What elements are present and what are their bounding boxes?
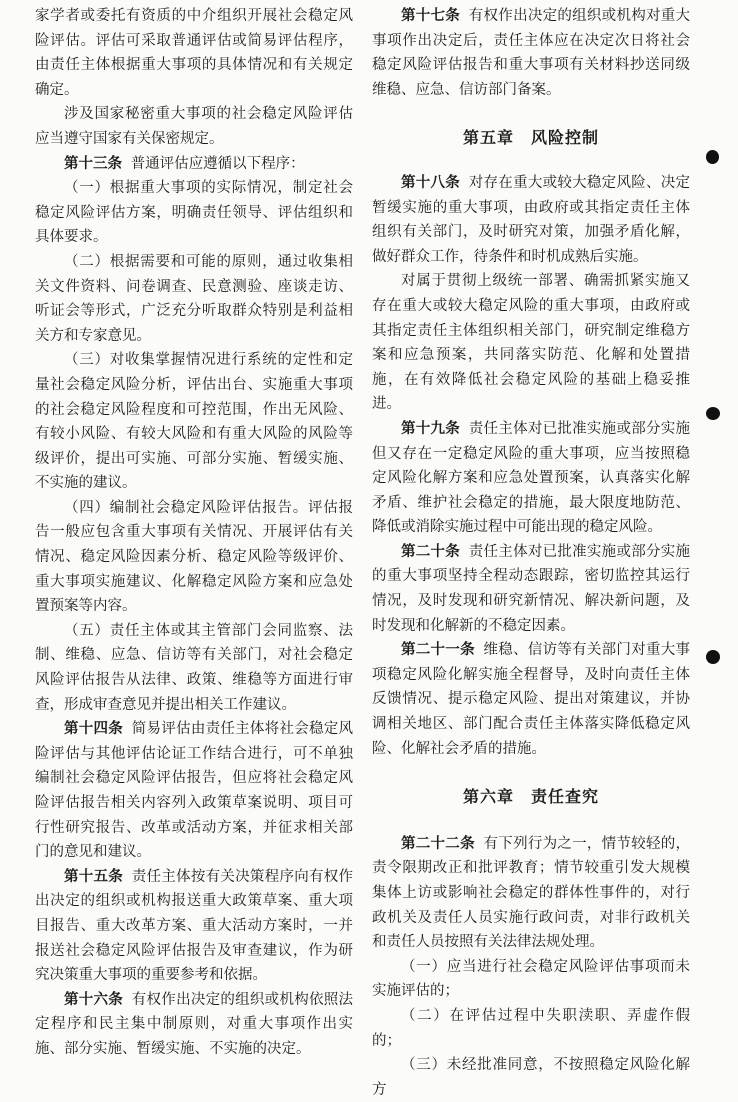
article-number: 第十七条: [401, 7, 461, 24]
article-number: 第十六条: [64, 990, 124, 1008]
paragraph-text: 简易评估由责任主体将社会稳定风险评估与其他评估论证工作结合进行，可不单独编制社会稳定风险评估报告，但应将社会稳定风险评估报告相关内容列入政策草案说明、项目可行性研究报告、改革或活动方案，并征求相关部门的意见和建议。: [35, 721, 354, 861]
ink-blot: [706, 650, 720, 664]
paragraph-text: 维稳、信访等有关部门对重大事项稳定风险化解实施全程督导，及时向责任主体反馈情况、提示稳定风险、提出对策建议，并协调相关地区、部门配合责任主体落实降低稳定风险、化解社会矛盾的措施。: [372, 642, 691, 757]
paragraph: [35, 496, 353, 619]
article-number: 第十三条: [64, 154, 122, 172]
left-column: [35, 4, 353, 1062]
paragraph: [372, 417, 690, 540]
ink-blot: [706, 407, 720, 420]
paragraph-text: （一）根据重大事项的实际情况，制定社会稳定风险评估方案，明确责任领导、评估组织和具体要求。: [35, 180, 353, 246]
paragraph-text: （一）应当进行社会稳定风险评估事项而未实施评估的；: [372, 958, 690, 1000]
paragraph-text: （二）在评估过程中失职渎职、弄虚作假的；: [372, 1007, 690, 1049]
paragraph: [372, 4, 690, 102]
paragraph-text: 有权作出决定的组织或机构依照法定程序和民主集中制原则，对重大事项作出实施、部分实施、暂缓实施、不实施的决定。: [35, 991, 354, 1057]
article-number: 第十四条: [64, 720, 124, 738]
paragraph-text: 家学者或委托有资质的中介组织开展社会稳定风险评估。评估可采取普通评估或简易评估程序，由责任主体根据重大事项的具体情况和有关规定确定。: [35, 8, 353, 98]
paragraph: [372, 1004, 690, 1053]
article-number: 第二十二条: [401, 834, 475, 852]
paragraph-text: 普通评估应遵循以下程序：: [130, 155, 305, 172]
paragraph-text: 有下列行为之一，情节较轻的，责令限期改正和批评教育；情节较重引发大规模集体上访或影响社会稳定的群体性事件的，对行政机关及责任人员实施行政问责，对非行政机关和责任人员按照有关法律法规处理。: [372, 835, 691, 951]
paragraph: [372, 1053, 690, 1102]
paragraph: [372, 540, 690, 638]
paragraph-text: 责任主体按有关决策程序向有权作出决定的组织或机构报送重大政策草案、重大项目报告、重大改革方案、重大活动方案时，一并报送社会稳定风险评估报告及审查建议，作为研究决策重大事项的重要参考和依据。: [35, 868, 354, 984]
article-number: 第十八条: [401, 173, 461, 191]
article-number: 第十五条: [64, 867, 124, 885]
paragraph: [35, 619, 353, 717]
paragraph: [35, 102, 353, 151]
paragraph-text: 涉及国家秘密重大事项的社会稳定风险评估应当遵守国家有关保密规定。: [35, 106, 353, 147]
paragraph: [372, 269, 690, 417]
paragraph: [372, 832, 690, 955]
paragraph-text: （五）责任主体或其主管部门会同监察、法制、维稳、应急、信访等有关部门，对社会稳定风险评估报告从法律、政策、维稳等方面进行审查，形成审查意见并提出相关工作建议。: [35, 622, 353, 713]
article-number: 第二十一条: [401, 641, 475, 659]
paragraph-text: （四）编制社会稳定风险评估报告。评估报告一般应包含重大事项有关情况、开展评估有关情况、稳定风险因素分析、稳定风险等级评价、重大事项实施建议、化解稳定风险方案和应急处置预案等内容。: [35, 499, 353, 615]
paragraph: [35, 988, 353, 1062]
paragraph: [35, 717, 353, 865]
paragraph: [35, 176, 353, 250]
paragraph-text: （二）根据需要和可能的原则，通过收集相关文件资料、问卷调查、民意测验、座谈走访、听证会等形式，广泛充分听取群众特别是利益相关方和专家意见。: [35, 253, 353, 344]
paragraph: [35, 348, 353, 496]
paragraph-text: （三）对收集掌握情况进行系统的定性和定量社会稳定风险分析，评估出台、实施重大事项的社会稳定风险程度和可控范围，作出无风险、有较小风险、有较大风险和有重大风险的风险等级评价，提出可实施、可部分实施、暂缓实施、不实施的建议。: [35, 352, 353, 492]
paragraph-text: 对存在重大或较大稳定风险、决定暂缓实施的重大事项，由政府或其指定责任主体组织有关部门，及时研究对策，加强矛盾化解，做好群众工作，待条件和时机成熟后实施。: [372, 174, 691, 265]
ink-blot: [706, 150, 719, 164]
article-number: 第二十条: [401, 542, 461, 560]
paragraph-text: （三）未经批准同意，不按照稳定风险化解方: [372, 1057, 690, 1098]
paragraph: [35, 152, 353, 177]
paragraph-text: 有权作出决定的组织或机构对重大事项作出决定后，责任主体应在决定次日将社会稳定风险评估报告和重大事项有关材料抄送同级维稳、应急、信访部门备案。: [372, 8, 691, 98]
paragraph-text: 责任主体对已批准实施或部分实施但又存在一定稳定风险的重大事项，应当按照稳定风险化解方案和应急处置预案，认真落实化解矛盾、维护社会稳定的措施，最大限度地防范、降低或消除实施过程中可能出现的稳定风险。: [372, 420, 691, 536]
chapter-heading: 第六章 责任查究: [462, 787, 599, 807]
right-column: [372, 4, 690, 1102]
paragraph: [35, 4, 353, 102]
paragraph-text: 责任主体对已批准实施或部分实施的重大事项坚持全程动态跟踪，密切监控其运行情况，及时发现和研究新情况、解决新问题，及时发现和化解新的不稳定因素。: [372, 543, 691, 634]
paragraph: [35, 250, 353, 348]
paragraph: [372, 955, 690, 1004]
article-number: 第十九条: [401, 419, 461, 437]
paragraph: [35, 865, 353, 988]
paragraph-text: 对属于贯彻上级统一部署、确需抓紧实施又存在重大或较大稳定风险的重大事项，由政府或其指定责任主体组织相关部门，研究制定维稳方案和应急预案，共同落实防范、化解和处置措施，在有效降低社会稳定风险的基础上稳妥推进。: [372, 273, 690, 413]
paragraph: [372, 171, 690, 269]
paragraph: [372, 638, 690, 761]
chapter-heading: 第五章 风险控制: [462, 128, 599, 148]
